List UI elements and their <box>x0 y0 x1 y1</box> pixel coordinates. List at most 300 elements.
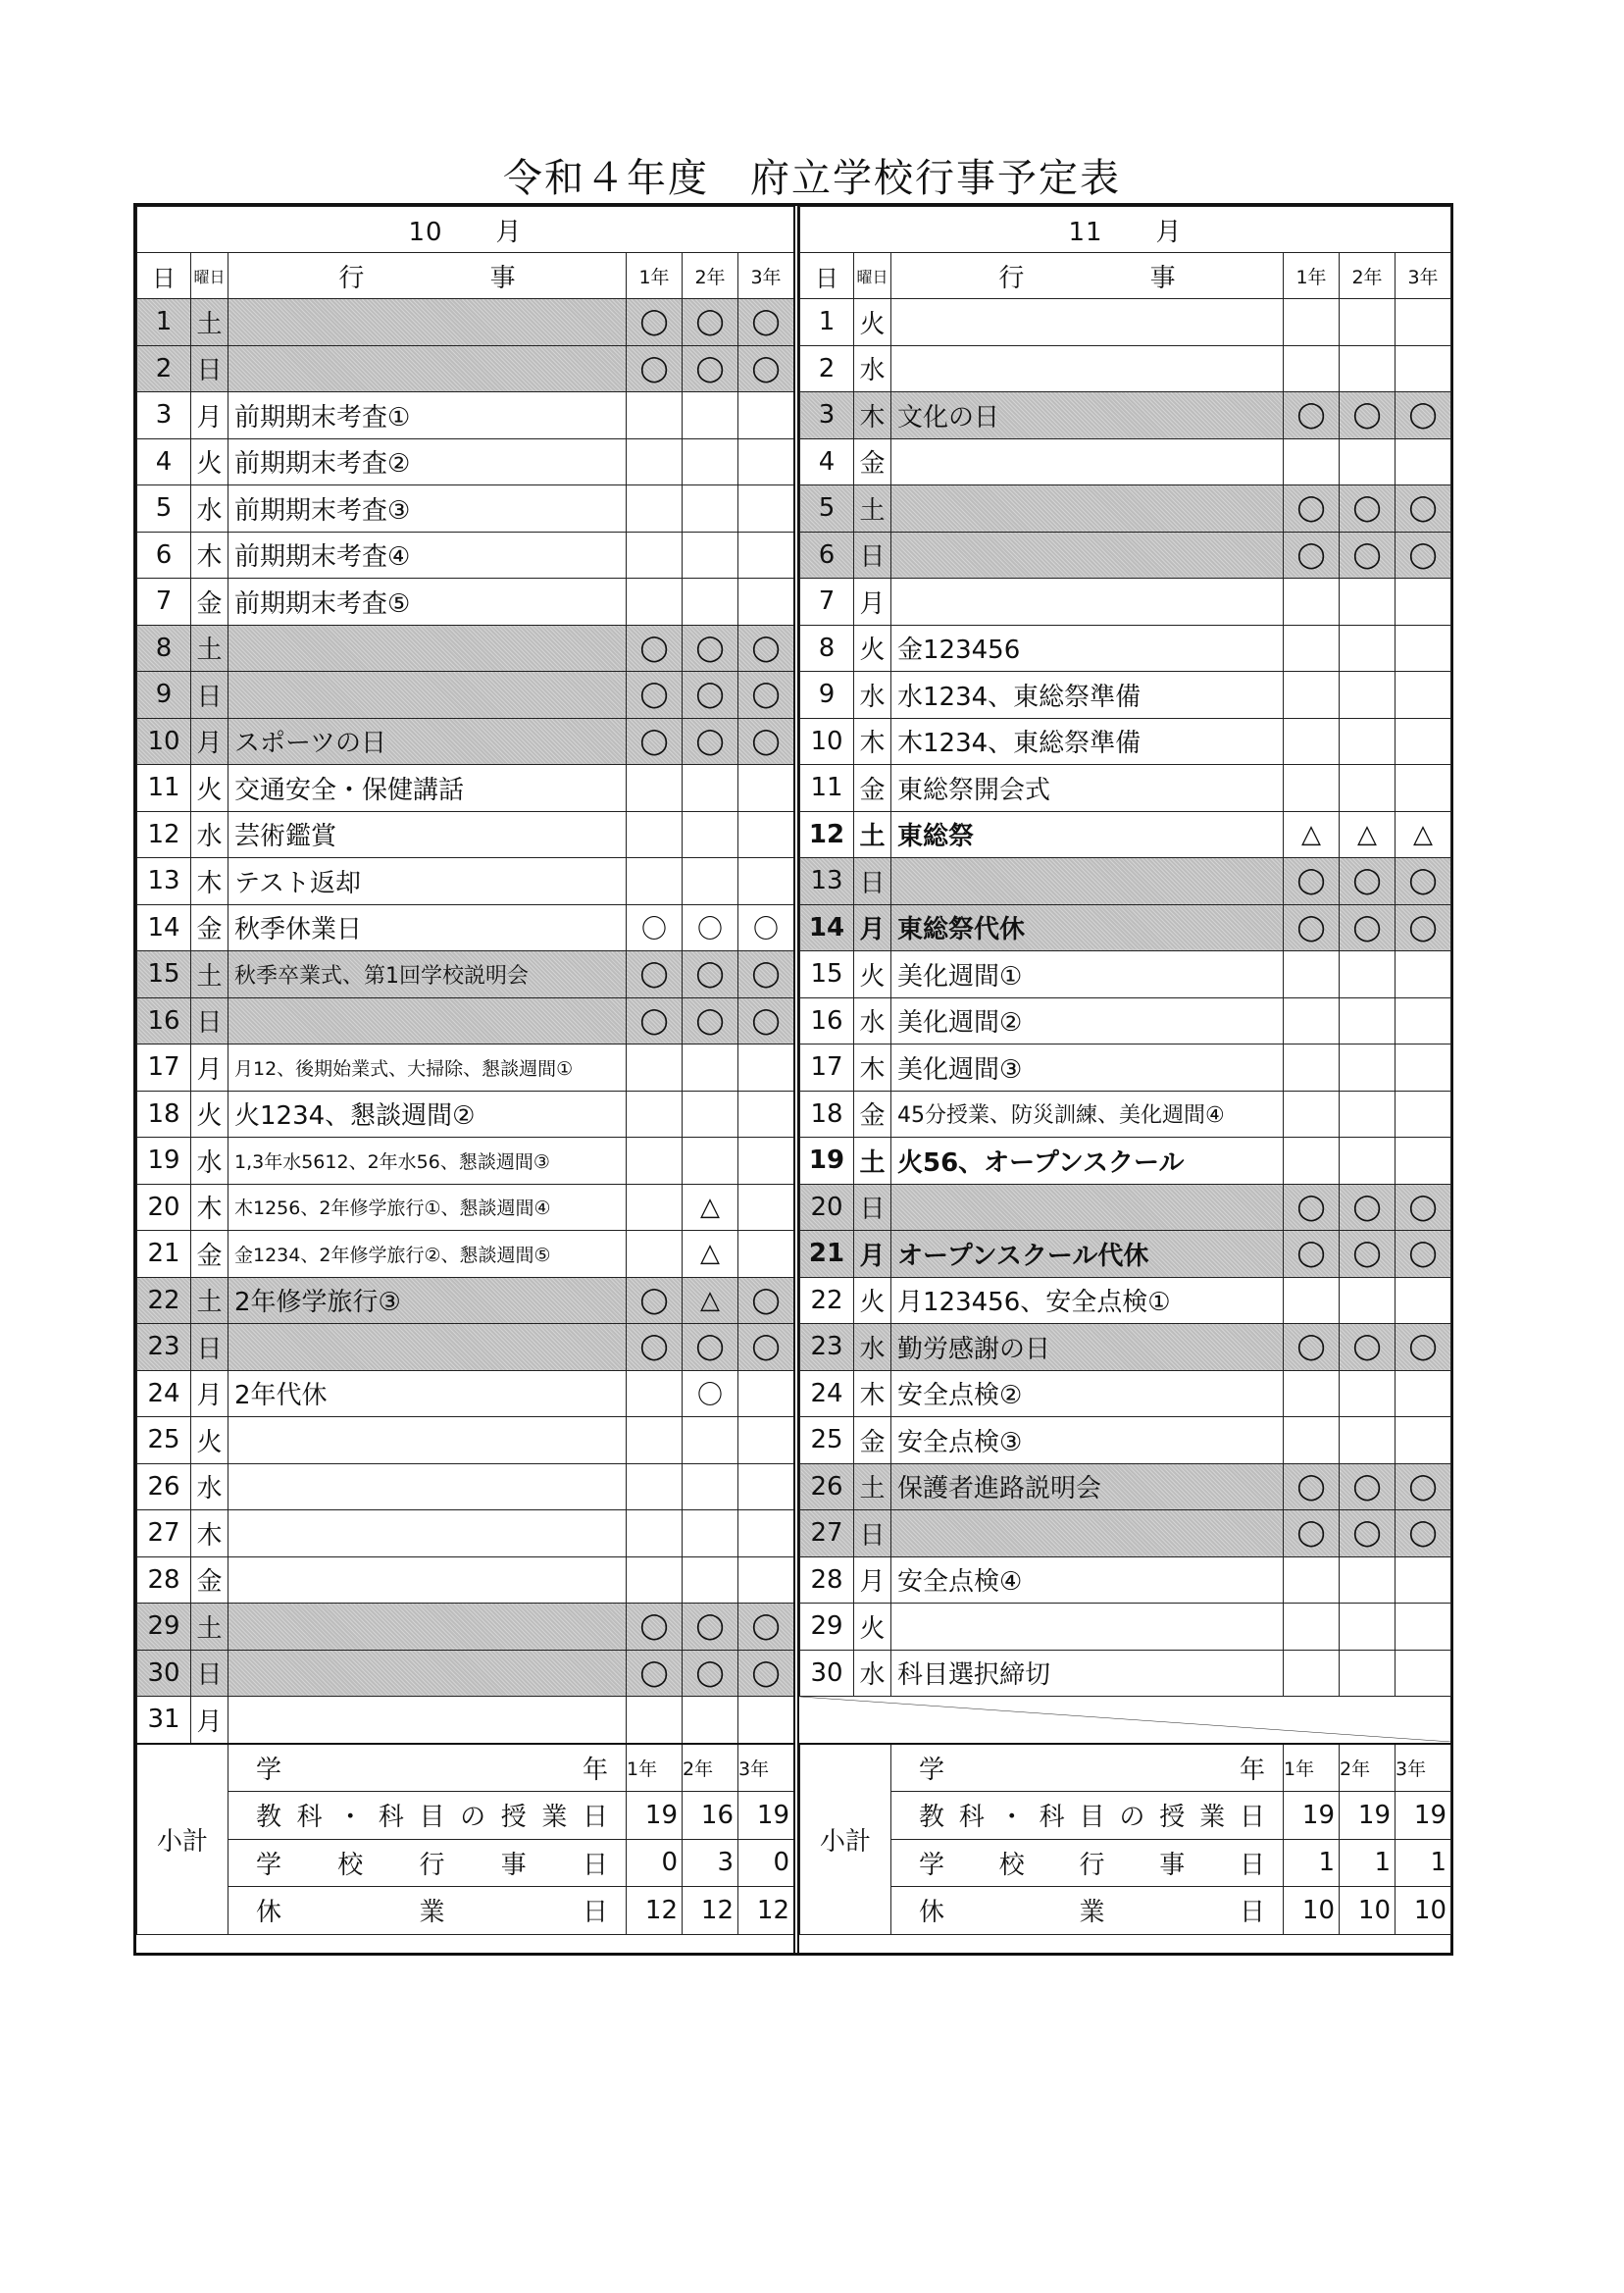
table-row <box>137 1417 794 1464</box>
day-number: 17 <box>800 1045 854 1092</box>
year2-mark <box>683 532 738 579</box>
table-row <box>800 858 1451 905</box>
day-number: 31 <box>137 1697 191 1744</box>
summary-value-year2: 16 <box>683 1792 738 1840</box>
event-text: 安全点検② <box>891 1370 1284 1417</box>
event-text: 金1234、2年修学旅行②、懇談週間⑤ <box>228 1231 627 1278</box>
table-row <box>800 997 1451 1045</box>
october-panel <box>136 206 793 1953</box>
year1-mark <box>627 1184 683 1231</box>
year3-mark: ◯ <box>738 672 794 719</box>
weekday: 水 <box>854 997 891 1045</box>
year2-mark: ◯ <box>683 951 738 998</box>
year1-mark <box>1284 579 1340 626</box>
year3-mark: ◯ <box>1396 392 1451 439</box>
year2-mark: 〇 <box>683 904 738 951</box>
year2-mark: ◯ <box>1340 392 1396 439</box>
year2-mark: ◯ <box>683 672 738 719</box>
day-number: 6 <box>800 532 854 579</box>
day-number: 16 <box>137 997 191 1045</box>
weekday: 日 <box>191 997 228 1045</box>
weekday: 木 <box>191 532 228 579</box>
grade-label: 学年 <box>228 1744 627 1792</box>
year3-mark <box>1396 438 1451 485</box>
weekday: 日 <box>854 858 891 905</box>
year2-mark <box>683 485 738 533</box>
year1-mark: ◯ <box>627 997 683 1045</box>
weekday: 日 <box>854 1184 891 1231</box>
day-number: 7 <box>137 579 191 626</box>
event-text: 木1256、2年修学旅行①、懇談週間④ <box>228 1184 627 1231</box>
year2-mark <box>1340 1091 1396 1138</box>
year3-mark <box>738 811 794 858</box>
weekday: 火 <box>854 625 891 672</box>
year2-mark: ◯ <box>1340 485 1396 533</box>
table-row <box>800 1091 1451 1138</box>
year3-mark <box>1396 718 1451 765</box>
summary-label: 教科・科目の授業日 <box>228 1792 627 1840</box>
weekday: 日 <box>854 532 891 579</box>
year2-mark <box>1340 1650 1396 1697</box>
column-header-row <box>137 253 794 299</box>
year3-mark: ◯ <box>738 1650 794 1697</box>
summary-value-year2: 3 <box>683 1839 738 1887</box>
header-year1: 1年 <box>627 253 683 299</box>
day-number: 25 <box>137 1417 191 1464</box>
table-row <box>800 625 1451 672</box>
year2-mark <box>1340 951 1396 998</box>
event-text: 火1234、懇談週間② <box>228 1091 627 1138</box>
year2-mark <box>1340 1370 1396 1417</box>
day-number: 23 <box>800 1324 854 1371</box>
year2-mark <box>1340 765 1396 812</box>
year2-mark <box>1340 1045 1396 1092</box>
year2-mark <box>683 579 738 626</box>
year1-mark: ◯ <box>627 1604 683 1651</box>
year3-mark <box>1396 1045 1451 1092</box>
year2-mark: △ <box>683 1277 738 1324</box>
weekday: 日 <box>191 1324 228 1371</box>
year1-mark: ◯ <box>1284 858 1340 905</box>
summary-value-year1: 0 <box>627 1839 683 1887</box>
event-text <box>228 299 627 346</box>
year2-mark <box>1340 1138 1396 1185</box>
day-number: 22 <box>800 1277 854 1324</box>
event-text <box>228 1556 627 1604</box>
day-number: 15 <box>800 951 854 998</box>
day-number: 28 <box>137 1556 191 1604</box>
table-row <box>137 765 794 812</box>
year1-mark <box>1284 765 1340 812</box>
year3-mark: ◯ <box>1396 1510 1451 1557</box>
table-row <box>800 1138 1451 1185</box>
year3-mark <box>738 1556 794 1604</box>
year1-mark: ◯ <box>627 1324 683 1371</box>
header-year1: 1年 <box>1284 253 1340 299</box>
empty-row <box>800 1697 1451 1744</box>
year1-mark <box>627 765 683 812</box>
table-row <box>137 811 794 858</box>
event-text: 月12、後期始業式、大掃除、懇談週間① <box>228 1045 627 1092</box>
year3-mark <box>738 1184 794 1231</box>
table-row <box>800 392 1451 439</box>
summary-value-year3: 19 <box>1396 1792 1451 1840</box>
event-text: 前期期末考査② <box>228 438 627 485</box>
day-number: 14 <box>137 904 191 951</box>
weekday: 月 <box>191 718 228 765</box>
year2-mark <box>1340 625 1396 672</box>
header-day: 日 <box>137 253 191 299</box>
year2-mark: ◯ <box>1340 858 1396 905</box>
day-number: 9 <box>137 672 191 719</box>
table-row <box>137 672 794 719</box>
summary-value-year2: 1 <box>1340 1839 1396 1887</box>
year1-mark: ◯ <box>1284 904 1340 951</box>
year1-mark <box>1284 997 1340 1045</box>
event-text: 保護者進路説明会 <box>891 1463 1284 1510</box>
event-text: 前期期末考査① <box>228 392 627 439</box>
weekday: 木 <box>854 392 891 439</box>
header-event: 行 事 <box>891 253 1284 299</box>
summary-value-year2: 12 <box>683 1887 738 1935</box>
weekday: 月 <box>191 392 228 439</box>
event-text: 文化の日 <box>891 392 1284 439</box>
year1-mark <box>627 1370 683 1417</box>
day-number: 25 <box>800 1417 854 1464</box>
day-number: 20 <box>137 1184 191 1231</box>
subtotal-label: 小計 <box>137 1744 228 1935</box>
table-row <box>137 904 794 951</box>
year1-mark: ◯ <box>1284 1510 1340 1557</box>
year2-mark: ◯ <box>683 345 738 392</box>
summary-label: 休業日 <box>891 1887 1284 1935</box>
header-year3: 3年 <box>1396 253 1451 299</box>
summary-year1: 1年 <box>1284 1744 1340 1792</box>
event-text <box>228 1650 627 1697</box>
day-number: 26 <box>800 1463 854 1510</box>
table-row <box>137 485 794 533</box>
table-row <box>800 485 1451 533</box>
year3-mark: △ <box>1396 811 1451 858</box>
year2-mark <box>1340 1417 1396 1464</box>
weekday: 火 <box>854 299 891 346</box>
year3-mark: ◯ <box>1396 1463 1451 1510</box>
day-number: 3 <box>800 392 854 439</box>
year2-mark: ◯ <box>1340 1510 1396 1557</box>
year2-mark <box>1340 1556 1396 1604</box>
header-weekday: 曜日 <box>191 253 228 299</box>
month-header-row <box>800 207 1451 253</box>
event-text <box>228 1417 627 1464</box>
year3-mark: ◯ <box>738 1604 794 1651</box>
year3-mark: ◯ <box>1396 858 1451 905</box>
day-number: 14 <box>800 904 854 951</box>
day-number: 10 <box>137 718 191 765</box>
event-text <box>891 345 1284 392</box>
year2-mark: ◯ <box>683 718 738 765</box>
table-row <box>800 1324 1451 1371</box>
summary-year2: 2年 <box>683 1744 738 1792</box>
day-number: 2 <box>137 345 191 392</box>
year3-mark: ◯ <box>1396 485 1451 533</box>
weekday: 金 <box>854 765 891 812</box>
year1-mark: ◯ <box>627 1277 683 1324</box>
year2-mark <box>683 858 738 905</box>
table-row <box>800 1463 1451 1510</box>
summary-row <box>137 1887 794 1935</box>
year2-mark <box>683 1091 738 1138</box>
table-row <box>137 625 794 672</box>
day-number: 17 <box>137 1045 191 1092</box>
table-row <box>800 1231 1451 1278</box>
year1-mark <box>627 1231 683 1278</box>
day-number: 21 <box>800 1231 854 1278</box>
summary-header-row <box>137 1744 794 1792</box>
summary-value-year1: 12 <box>627 1887 683 1935</box>
weekday: 火 <box>191 765 228 812</box>
table-row <box>137 1091 794 1138</box>
year1-mark <box>1284 1417 1340 1464</box>
summary-value-year1: 19 <box>627 1792 683 1840</box>
event-text <box>228 625 627 672</box>
year2-mark: △ <box>683 1231 738 1278</box>
weekday: 土 <box>854 485 891 533</box>
year1-mark <box>627 532 683 579</box>
year1-mark <box>627 1697 683 1744</box>
year2-mark: 〇 <box>683 1370 738 1417</box>
event-text: 東総祭開会式 <box>891 765 1284 812</box>
event-text: オープンスクール代休 <box>891 1231 1284 1278</box>
weekday: 金 <box>854 438 891 485</box>
summary-year2: 2年 <box>1340 1744 1396 1792</box>
table-row <box>137 1184 794 1231</box>
year3-mark <box>738 1417 794 1464</box>
table-row <box>800 1045 1451 1092</box>
table-row <box>137 1370 794 1417</box>
summary-row <box>800 1839 1451 1887</box>
year3-mark: 〇 <box>738 904 794 951</box>
weekday: 月 <box>191 1045 228 1092</box>
year1-mark <box>627 1463 683 1510</box>
year2-mark <box>1340 579 1396 626</box>
year1-mark <box>1284 438 1340 485</box>
year2-mark <box>1340 1604 1396 1651</box>
summary-row <box>137 1792 794 1840</box>
month-header-row <box>137 207 794 253</box>
event-text <box>228 1604 627 1651</box>
year1-mark <box>627 811 683 858</box>
table-row <box>800 672 1451 719</box>
day-number: 24 <box>137 1370 191 1417</box>
weekday: 木 <box>191 1510 228 1557</box>
weekday: 水 <box>854 1324 891 1371</box>
day-number: 3 <box>137 392 191 439</box>
year1-mark: ◯ <box>1284 1231 1340 1278</box>
summary-value-year3: 1 <box>1396 1839 1451 1887</box>
weekday: 火 <box>191 1417 228 1464</box>
table-row <box>800 1370 1451 1417</box>
weekday: 木 <box>854 1045 891 1092</box>
year3-mark: ◯ <box>738 718 794 765</box>
event-text <box>228 345 627 392</box>
event-text: 45分授業、防災訓練、美化週間④ <box>891 1091 1284 1138</box>
table-row <box>800 579 1451 626</box>
weekday: 日 <box>191 345 228 392</box>
year2-mark: △ <box>1340 811 1396 858</box>
day-number: 18 <box>800 1091 854 1138</box>
day-number: 4 <box>800 438 854 485</box>
year1-mark: ◯ <box>1284 532 1340 579</box>
column-header-row <box>800 253 1451 299</box>
year3-mark <box>738 1370 794 1417</box>
event-text: 勤労感謝の日 <box>891 1324 1284 1371</box>
weekday: 金 <box>191 1231 228 1278</box>
weekday: 水 <box>191 485 228 533</box>
table-row <box>137 438 794 485</box>
year3-mark <box>1396 1650 1451 1697</box>
event-text: 木1234、東総祭準備 <box>891 718 1284 765</box>
weekday: 月 <box>854 579 891 626</box>
weekday: 木 <box>854 1370 891 1417</box>
summary-value-year1: 19 <box>1284 1792 1340 1840</box>
event-text: 芸術鑑賞 <box>228 811 627 858</box>
event-text <box>891 1604 1284 1651</box>
day-number: 16 <box>800 997 854 1045</box>
year3-mark <box>1396 672 1451 719</box>
table-row <box>800 532 1451 579</box>
year2-mark <box>1340 997 1396 1045</box>
weekday: 土 <box>854 1138 891 1185</box>
day-number: 7 <box>800 579 854 626</box>
year1-mark: ◯ <box>1284 1324 1340 1371</box>
summary-year3: 3年 <box>1396 1744 1451 1792</box>
year1-mark <box>627 579 683 626</box>
year3-mark <box>1396 299 1451 346</box>
day-number: 15 <box>137 951 191 998</box>
table-row <box>137 1650 794 1697</box>
year3-mark: ◯ <box>738 997 794 1045</box>
summary-label: 休業日 <box>228 1887 627 1935</box>
year3-mark: ◯ <box>738 1277 794 1324</box>
year1-mark: ◯ <box>1284 392 1340 439</box>
event-text: 交通安全・保健講話 <box>228 765 627 812</box>
table-row <box>800 765 1451 812</box>
year1-mark <box>627 392 683 439</box>
year1-mark: ◯ <box>1284 485 1340 533</box>
day-number: 21 <box>137 1231 191 1278</box>
year3-mark: ◯ <box>1396 1184 1451 1231</box>
year2-mark <box>683 811 738 858</box>
day-number: 11 <box>800 765 854 812</box>
day-number: 8 <box>137 625 191 672</box>
year2-mark <box>683 1045 738 1092</box>
day-number: 27 <box>137 1510 191 1557</box>
year2-mark <box>683 1510 738 1557</box>
summary-value-year2: 10 <box>1340 1887 1396 1935</box>
year3-mark <box>1396 765 1451 812</box>
year3-mark <box>1396 625 1451 672</box>
year2-mark: ◯ <box>683 299 738 346</box>
header-weekday: 曜日 <box>854 253 891 299</box>
table-row <box>800 951 1451 998</box>
table-row <box>137 1277 794 1324</box>
weekday: 火 <box>191 438 228 485</box>
table-row <box>137 345 794 392</box>
weekday: 火 <box>854 1604 891 1651</box>
event-text: 美化週間① <box>891 951 1284 998</box>
table-row <box>137 858 794 905</box>
year1-mark <box>1284 625 1340 672</box>
weekday: 土 <box>191 951 228 998</box>
day-number: 30 <box>800 1650 854 1697</box>
year3-mark: ◯ <box>1396 532 1451 579</box>
year3-mark <box>1396 1091 1451 1138</box>
table-row <box>137 1045 794 1092</box>
month-label: 11 月 <box>800 207 1451 253</box>
table-row <box>800 1510 1451 1557</box>
table-row <box>137 1138 794 1185</box>
event-text <box>228 997 627 1045</box>
day-number: 20 <box>800 1184 854 1231</box>
year1-mark: △ <box>1284 811 1340 858</box>
year1-mark: ◯ <box>627 1650 683 1697</box>
year2-mark <box>683 765 738 812</box>
weekday: 火 <box>191 1091 228 1138</box>
weekday: 水 <box>191 1138 228 1185</box>
event-text <box>228 1510 627 1557</box>
blank-cell <box>800 1697 1451 1744</box>
weekday: 金 <box>191 579 228 626</box>
weekday: 木 <box>854 718 891 765</box>
year2-mark <box>683 1138 738 1185</box>
weekday: 木 <box>191 1184 228 1231</box>
year3-mark <box>1396 1417 1451 1464</box>
summary-value-year3: 0 <box>738 1839 794 1887</box>
weekday: 土 <box>854 1463 891 1510</box>
diagonal-line <box>800 1697 1451 1742</box>
summary-value-year1: 10 <box>1284 1887 1340 1935</box>
event-text <box>891 1510 1284 1557</box>
day-number: 19 <box>800 1138 854 1185</box>
summary-year3: 3年 <box>738 1744 794 1792</box>
event-text: スポーツの日 <box>228 718 627 765</box>
day-number: 30 <box>137 1650 191 1697</box>
event-text: 2年代休 <box>228 1370 627 1417</box>
year3-mark <box>738 579 794 626</box>
event-text: 東総祭 <box>891 811 1284 858</box>
year1-mark <box>1284 718 1340 765</box>
year1-mark <box>627 1138 683 1185</box>
year2-mark: ◯ <box>1340 1463 1396 1510</box>
day-number: 10 <box>800 718 854 765</box>
table-row <box>800 1650 1451 1697</box>
table-row <box>137 951 794 998</box>
year2-mark: ◯ <box>1340 904 1396 951</box>
year1-mark <box>627 1045 683 1092</box>
table-row <box>137 1556 794 1604</box>
event-text: 1,3年水5612、2年水56、懇談週間③ <box>228 1138 627 1185</box>
year2-mark: ◯ <box>1340 1231 1396 1278</box>
weekday: 月 <box>191 1697 228 1744</box>
weekday: 水 <box>854 345 891 392</box>
summary-value-year3: 19 <box>738 1792 794 1840</box>
day-number: 29 <box>800 1604 854 1651</box>
year1-mark <box>1284 1138 1340 1185</box>
year2-mark <box>1340 438 1396 485</box>
day-number: 11 <box>137 765 191 812</box>
header-day: 日 <box>800 253 854 299</box>
weekday: 日 <box>854 1510 891 1557</box>
